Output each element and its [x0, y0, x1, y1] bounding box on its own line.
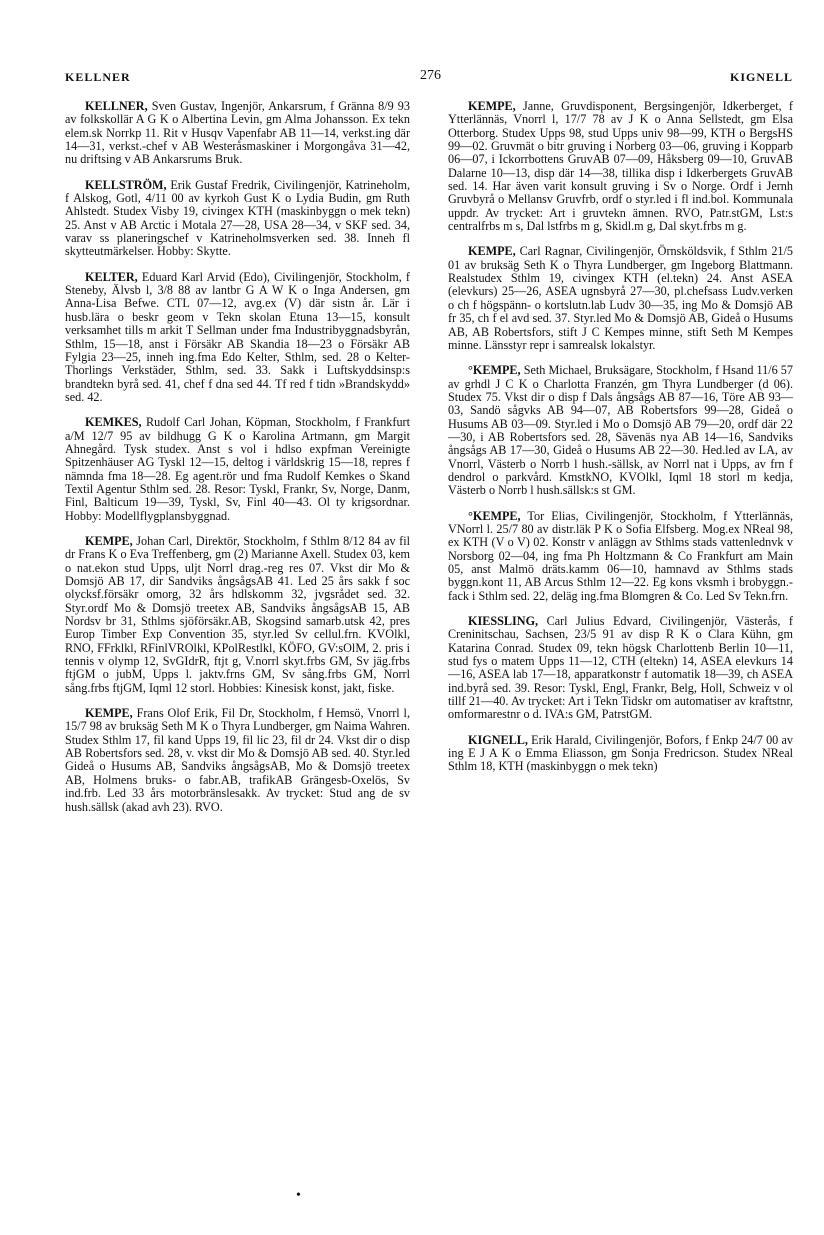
entry-kignell-erik — [448, 734, 793, 774]
entry-text: Carl Ragnar, Civilingenjör, Örnsköldsvik, f Sthlm 21/5 01 av bruksäg Seth K o Thyra Lundberger, gm Ingeborg Blattmann. Realstudex Sthlm 19, civingex KTH (el.tekn) 24. Anst ASEA (elevkurs) 25—26, ASEA ugnsbyrå 27—30, pl.chefsass Ludv.verken o ch f högspänn- o kortslutn.lab Ludv 30—35, ing Mo & Domsjö AB fr 35, ch f el avd sed. 37. Styr.led Mo & Domsjö AB, Gideå o Husums AB, AB Robertsfors, stift J C Kempes minne, stift Seth M Kempes minne. Länsstyr repr i samrealsk lokalstyr. — [448, 244, 793, 352]
entry-kempe-tor — [448, 510, 793, 603]
entry-kemkes-rudolf — [65, 416, 410, 523]
page-number: 276 — [420, 68, 441, 83]
entry-name: KELLSTRÖM, — [85, 177, 167, 192]
entry-text: Erik Gustaf Fredrik, Civilingenjör, Katrineholm, f Alskog, Gotl, 4/11 00 av kyrkoh Gust K o Lydia Budin, gm Ruth Ahlstedt. Studex Visby 19, civingex KTH (maskinbyggn o mek tekn) 25. Anst v AB Arctic i Motala 27—28, USA 28—34, v SKF sed. 34, varav ss planeringschef v Katrineholmsverken sed. 38. Inneh fl skytteutmärkelser. Hobby: Skytte. — [65, 177, 410, 259]
entry-text: Johan Carl, Direktör, Stockholm, f Sthlm 8/12 84 av fil dr Frans K o Eva Treffenberg, gm (2) Marianne Axell. Studex 03, kem o nat.ekon stud Upps, uljt Norrl drag.-reg res 07. Vkst dir Mo & Domsjö AB 17, dir Sandviks ångsågsAB 41. Led 25 års sakk f soc olycksf.försäkr omorg, 32 års hdlskomm 32, jvgsrådet sed. 32. Styr.ordf Mo & Domsjö treetex AB, Sandviks ångsågsAB 15, AB Nordsv br 31, Sthlms sjöförsäkr.AB, Skogsind samarb.utsk 42, pres Europ Timber Exp Convention 35, styr.led Sv cellul.frn. KVOlkl, RNO, FFrklkl, RFinlVROlkl, KPolRestlkl, KÖFO, GV:sOlM, 2. pris i tennis v olymp 12, SvGIdrR, ftjt g, V.norrl skyt.frbs GM, Sv jäg.frbs ftjGM o jubM, Upps l. jaktv.frns GM, Sv sång.frbs GM, Norrl sång.frbs ftjGM, Iqml 12 storl. Hobbies: Kinesisk konst, jakt, fiske. — [65, 533, 410, 695]
entry-kempe-carl-ragnar — [448, 245, 793, 352]
footer-mark: • — [296, 1188, 301, 1203]
entry-kempe-johan-carl — [65, 535, 410, 695]
entry-name: KIGNELL, — [468, 732, 528, 747]
entry-kellner-sven — [65, 100, 410, 167]
entry-name: KEMKES, — [85, 415, 142, 430]
running-head-left: KELLNER — [65, 70, 131, 84]
entry-text: Sven Gustav, Ingenjör, Ankarsrum, f Gränna 8/9 93 av folkskollär A G K o Albertina Levin, gm Alma Johansson. Ex tekn elem.sk Norrkp 11. Rit v Husqv Vapenfabr AB 11—14, verkst.ing där 14—31, verkst.-chef v AB Westeråsmaskiner i Morgongåva 31—42, nu driftsing v AB Ankarsrums Bruk. — [65, 99, 410, 167]
entry-kempe-seth — [448, 364, 793, 497]
entry-name: °KEMPE, — [468, 508, 521, 523]
entry-text: Eduard Karl Arvid (Edo), Civilingenjör, Stockholm, f Steneby, Älvsb l, 3/8 88 av lantbr G A W K o Inga Andersen, gm Anna-Lisa Befwe. CTL 07—12, avg.ex (V) där sistn år. Lär i husb.lära o beskr geom v Tekn skolan Etuna 13—15, konsult verksamhet tills m arkit T Sellman under fma Industribyggnadsbyrån, Sthlm, 15—18, anst i Försäkr AB Skandia 18—23 o Försäkr AB Fylgia 23—25, inneh ing.fma Edo Kelter, Sthlm, sed. 28 o Kelter-Thorlings Verkstäder, Sthlm, sed. 33. Sakk i Luftskyddsinsp:s brandtekn byrå sed. 41, chef f dna sed 44. Tf red f tidn »Brandskydd» sed. 42. — [65, 269, 410, 404]
entry-kellstrom-erik — [65, 179, 410, 259]
entry-text: Janne, Gruvdisponent, Bergsingenjör, Idkerberget, f Ytterlännäs, Vnorrl l, 17/7 78 av J K o Anna Sellstedt, gm Elsa Otterborg. Studex Upps 98, stud Upps univ 98—99, KTH o BergsHS 99—02. Gruvmät o bitr gruving i Norberg 03—06, gruving i Kopparb 06—07, i Ickorrbottens GruvAB 07—09, Håksberg 09—10, GruvAB Dalarne 10—13, disp där 14—38, tillika disp i Idkerbergets GruvAB sed. 14. Har även varit konsult gruving i Sv o Norge. Ordf i Jernh Gruvbyrå o Mellansv Gruvfrb, ordf o styr.led i fl ind.bol. Kommunala uppdr. Av trycket: Art i gruvtekn ämnen. RVO, Patr.stGM, Lst:s centralfrbs m s, Dal lstfrbs m g, Skidl.m g, Dal skyt.frbs m g. — [448, 99, 793, 234]
entry-kempe-frans-olof-erik — [65, 707, 410, 814]
entry-name: KEMPE, — [468, 99, 516, 113]
entry-text: Seth Michael, Bruksägare, Stockholm, f Hsand 11/6 57 av grhdl J C K o Charlotta Franzén, gm Thyra Lundberger (d 06). Studex 75. Vkst dir o disp f Dals ångsågs AB 87—16, Töre AB 93—03, Sandö sågvks AB 94—07, AB Robertsfors 99—28, Gideå o Husums AB 03—09. Styr.led i Mo o Domsjö AB 79—20, ordf där 22—30, i AB Robertsfors sed. 28, Sävenäs nya AB 14—16, Sandviks ångsågs AB 17—30, Gideå o Husums AB 22—30. Hed.led av LA, av Vnorrl, Västerb o Norrb l hush.-sällsk, av Norrl nat i Upps, av frn f dendrol o parkvård. KmstkNO, KVOlkl, Iqml 18 storl m kedja, Västerb o Norrb l hush.sällsk:s st GM. — [448, 363, 793, 498]
right-column — [448, 100, 793, 786]
entry-text: Tor Elias, Civilingenjör, Stockholm, f Ytterlännäs, VNorrl l. 25/7 80 av distr.läk P K o Sofia Elfsberg. Mog.ex NReal 98, ex KTH (V o V) 02. Konstr v anläggn av Sthlms stads vattenlednvk v Norsborg 02—04, ing fma Ph Holtzmann & Co Frankfurt am Main 05, anst Malmö dräts.kamm 06—10, hamnavd av Sthlms stads byggn.kont 11, AB Arcus Sthlm 12—22. Eg kons vksmh i brobyggn.-fack i Sthlm sed. 22, deläg ing.fma Blomgren & Co. Led Sv Tekn.frn. — [448, 508, 793, 603]
entry-name: KEMPE, — [468, 244, 516, 259]
entry-name: KEMPE, — [85, 533, 133, 548]
entry-text: Rudolf Carl Johan, Köpman, Stockholm, f Frankfurt a/M 12/7 95 av bildhugg G K o Karolina Artmann, gm Margit Ahnegård. Tysk studex. Anst s vol i hdlso expfman Vereinigte Spitzenhäuser AG Tyskl 12—15, deltog i världskrig 15—18, repres f nämnda fma 18—28. Eg agent.rör und fma Rudolf Kemkes o Skand Textil Agentur Sthlm sed. 28. Resor: Tyskl, Frankr, Sv, Norge, Danm, Finl, Balticum 19—39, Tyskl, Sv, Finl 40—43. Ol ty krigsordnar. Hobby: Modellflygplansbyggnad. — [65, 415, 410, 523]
entry-name: KELLNER, — [85, 99, 148, 113]
entry-kelter-eduard — [65, 271, 410, 404]
entry-name: KEMPE, — [85, 706, 133, 721]
entry-kiessling-carl — [448, 615, 793, 722]
entry-name: KIESSLING, — [468, 614, 539, 629]
entry-text: Erik Harald, Civilingenjör, Bofors, f Enkp 24/7 00 av ing E J A K o Emma Eliasson, gm Sonja Fredricson. Studex NReal Sthlm 18, KTH (maskinbyggn o mek tekn) — [448, 732, 793, 774]
entry-kempe-janne — [448, 100, 793, 233]
running-head-right: KIGNELL — [729, 70, 793, 84]
entry-text: Carl Julius Edvard, Civilingenjör, Västerås, f Creninitschau, Sachsen, 23/5 91 av disp R K o Clara Kühn, gm Katarina Conrad. Studex 09, tekn högsk Charlottenb Berlin 10—11, stud fys o matem Upps 11—12, CTH (eltekn) 14, ASEA elevkurs 14—16, ASEA lab 17—18, apparatkonstr f automatik 18—39, ch ASEA ind.byrå sed. 39. Resor: Tyskl, Engl, Frankr, Belg, Holl, Schweiz v ol tillf 21—40. Av trycket: Art i Tekn Tidskr om automatiser av kraftstnr, omformarestnr o d. IVA:s GM, PatrstGM. — [448, 614, 793, 722]
page-header — [65, 70, 793, 90]
entry-name: KELTER, — [85, 269, 138, 284]
entry-text: Frans Olof Erik, Fil Dr, Stockholm, f Hemsö, Vnorrl l, 15/7 98 av bruksäg Seth M K o Thyra Lundberger, gm Naima Wahren. Studex Sthlm 17, fil kand Upps 19, fil lic 23, fil dr 24. Vkst dir o disp AB Robertsfors sed. 28, v. vkst dir Mo & Domsjö AB sed. 40. Styr.led Gideå o Husums AB, Sandviks ångsågsAB, Mo & Domsjö treetex AB, Holmens bruks- o fabr.AB, trafikAB Grängesb-Oxelös, Sv ind.frb. Led 33 års motorbränslesakk. Av trycket: Stud ang de sv hush.sällsk (akad avh 23). RVO. — [65, 706, 410, 814]
left-column — [65, 100, 410, 826]
entry-name: °KEMPE, — [468, 363, 521, 378]
